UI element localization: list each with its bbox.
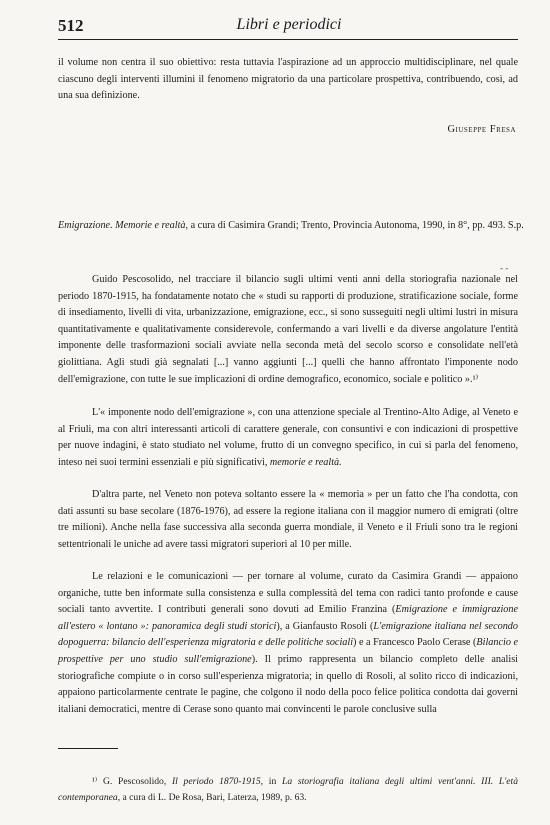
review-paragraph-3: D'altra parte, nel Veneto non poteva soltanto essere la « memoria » per un fatto che l'ha condotta, con dati assunti su base secolare (1876-1976), ad essere la regione italiana con il maggior numero di emigrati (oltre tre milioni). Anche nella fase successiva alla seconda guerra mondiale, il Veneto e il Friuli sono tra le regioni settentrionali le uniche ad avere tassi migratori superiori al 10 per mille. bbox=[58, 489, 518, 550]
review-paragraph-4 bbox=[58, 569, 518, 718]
paragraph-4-end: . Il primo rappresenta un bilancio completo delle analisi storiografiche compiute o in corso sull'esperienza migratoria; in quello di Rosoli, al solito ricco di indicazioni, appaiono particolarmente centrate le pagine, che colgono il nodo della poco felice politica condotta dai governi italiani democratici, mentre di Cerase sono quanto mai convincenti le parole conclusive sulla bbox=[58, 653, 519, 715]
paragraph-4-close-paren: ) bbox=[251, 653, 256, 665]
footnote-title: Il periodo 1870-1915 bbox=[171, 776, 261, 787]
franzina-title: Emigrazione e immigrazione all'estero « lontano »: panoramica degli studi storici bbox=[58, 604, 519, 632]
citation-title: Emigrazione. Memorie e realtà, bbox=[58, 220, 189, 231]
header-rule bbox=[58, 39, 518, 40]
corner-mark: - - bbox=[500, 263, 509, 273]
page-number: 512 bbox=[58, 16, 84, 35]
footnote-marker: ¹⁾ G. Pescosolido, bbox=[92, 776, 172, 787]
review-paragraph-2 bbox=[58, 405, 518, 471]
citation-details: a cura di Casimira Grandi; Trento, Provincia Autonoma, 1990, in 8°, pp. 493. S.p. bbox=[188, 220, 524, 231]
paragraph-2-italic: memorie e realtà. bbox=[269, 456, 342, 468]
paragraph-4-mid-2: ) e a Francesco Paolo bbox=[353, 637, 443, 649]
reviewer-signature: Giuseppe Fresa bbox=[447, 124, 516, 135]
paragraph-4-intro: Le relazioni e le comunicazioni — per tornare al volume, curato da Casimira Grandi — appaiono organiche, tutte ben informate sulla consistenza e sulla complessità del tema con radici tanto profonde e cause sociali tanto avvertite. I contributi generali sono dovuti ad Emilio Franzina ( bbox=[58, 571, 518, 616]
cerase-title: Bilancio e prospettive per uno studio sull'emigrazione bbox=[58, 637, 518, 665]
previous-review-closing: il volume non centra il suo obiettivo: resta tuttavia l'aspirazione ad un approccio multidisciplinare, nel quale ciascuno degli interventi illumini il fenomeno migratorio da una particolare prospettiva, contribuendo, così, ad una sua definizione. bbox=[58, 57, 518, 102]
footnote-book: La storiografia italiana degli ultimi vent'anni. III. L'età contemporanea bbox=[58, 776, 518, 803]
paragraph-4-mid-1: ), a Gianfausto Rosoli ( bbox=[276, 620, 374, 632]
footnote-1 bbox=[58, 774, 518, 805]
footnote-end: , a cura di L. De Rosa, Bari, Laterza, 1989, p. 63. bbox=[117, 791, 307, 803]
footnote-mid: , in bbox=[260, 776, 282, 787]
paragraph-4-cerase: Cerase ( bbox=[442, 637, 477, 649]
rosoli-title: L'emigrazione italiana nel secondo dopoguerra: bilancio dell'esperienza migratoria e delle politiche sociali bbox=[58, 620, 518, 649]
review-paragraph-1: Guido Pescosolido, nel tracciare il bilancio sugli ultimi venti anni della storiografia nazionale nel periodo 1870-1915, ha fondatamente notato che « studi su rapporti di produzione, stratificazione sociale, forme di insediamento, livelli di vita, urbanizzazione, emigrazione, ecc., si sono susseguiti negli ultimi lustri in misura quantitativamente e qualitativamente considerevole, confermando a vari livelli e da diverse angolature l'entità imponente delle trasformazioni sociali avviate nella seconda metà del secolo scorso e consolidate nell'età giolittiana. Agli studi già segnalati [...] vanno aggiunti [...] quelli che hanno affrontato l'imponente nodo dell'emigrazione, con tutte le sue implicazioni di ordine demografico, economico, sociale e politico ».¹⁾ bbox=[58, 274, 518, 385]
running-title: Libri e periodici bbox=[236, 16, 342, 33]
footnote-rule bbox=[58, 748, 118, 749]
paragraph-2-text: L'« imponente nodo dell'emigrazione », con una attenzione speciale al Trentino-Alto Adige, al Veneto e al Friuli, ma con altri interessanti articoli di carattere generale, con consuntivi e con indicazioni di prospettive per nuove indagini, è stato studiato nel volume, frutto di un convegno specifico, in cui si parla del fenomeno, inteso nei suoi termini essenziali e più significativi, bbox=[58, 407, 518, 468]
review-citation bbox=[58, 218, 550, 235]
